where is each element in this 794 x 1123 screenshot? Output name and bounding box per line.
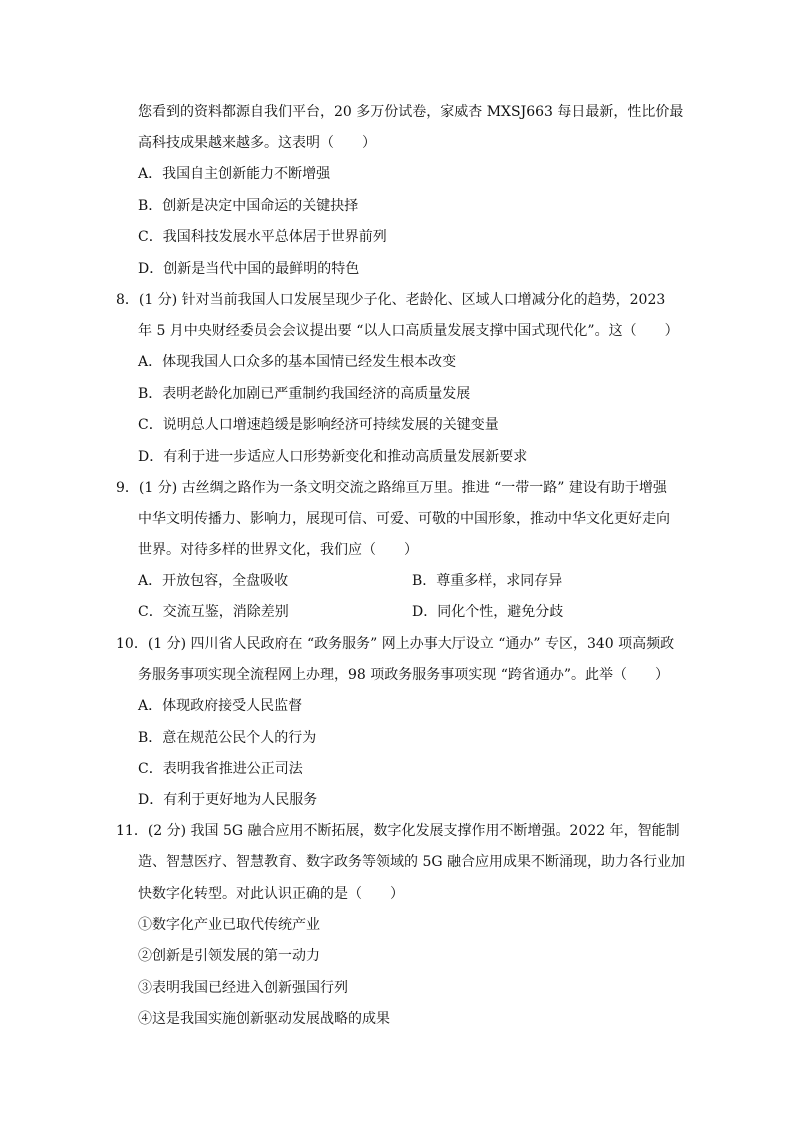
q11-item-1: ①数字化产业已取代传统产业: [138, 917, 320, 933]
q8-option-a: A．体现我国人口众多的基本国情已经发生根本改变: [138, 354, 457, 370]
q8-stem-line2: 年 5 月中央财经委员会会议提出要 “以人口高质量发展支撑中国式现代化”。这（ ）: [138, 323, 679, 339]
q11-item-2: ②创新是引领发展的第一动力: [138, 948, 320, 964]
q9-option-b: B．尊重多样，求同存异: [412, 573, 563, 589]
q7-stem-line2: 高科技成果越来越多。这表明（ ）: [138, 135, 376, 151]
q8-option-b: B．表明老龄化加剧已严重制约我国经济的高质量发展: [138, 386, 471, 402]
q9-stem-line3: 世界。对待多样的世界文化，我们应（ ）: [138, 542, 418, 558]
q10-option-d: D．有利于更好地为人民服务: [138, 792, 318, 808]
q10-option-a: A．体现政府接受人民监督: [138, 698, 303, 714]
q7-option-b: B．创新是决定中国命运的关键抉择: [138, 198, 359, 214]
q10-option-c: C．表明我省推进公正司法: [138, 761, 303, 777]
q11-item-4: ④这是我国实施创新驱动发展战略的成果: [138, 1011, 390, 1027]
q11-stem-line3: 快数字化转型。对此认识正确的是（ ）: [138, 886, 404, 902]
q10-stem-line2: 务服务事项实现全流程网上办理，98 项政务服务事项实现 “跨省通办”。此举（ ）: [138, 667, 670, 683]
q7-stem-line1: 您看到的资料都源自我们平台，20 多万份试卷，家威杏 MXSJ663 每日最新，性比价最: [138, 104, 684, 120]
q9-option-a: A．开放包容，全盘吸收: [138, 573, 289, 589]
q11-stem-line1: 11．(2 分) 我国 5G 融合应用不断拓展，数字化发展支撑作用不断增强。2022 年，智能制: [116, 823, 680, 839]
q9-stem-line2: 中华文明传播力、影响力，展现可信、可爱、可敬的中国形象，推动中华文化更好走向: [138, 511, 670, 527]
q9-option-c: C．交流互鉴，消除差别: [138, 604, 289, 620]
q9-stem-line1: 9．(1 分) 古丝绸之路作为一条文明交流之路绵亘万里。推进 “一带一路” 建设有助于增强: [116, 480, 667, 496]
q7-option-a: A．我国自主创新能力不断增强: [138, 166, 331, 182]
q9-option-d: D．同化个性，避免分歧: [412, 604, 564, 620]
q11-stem-line2: 造、智慧医疗、智慧教育、数字政务等领域的 5G 融合应用成果不断涌现，助力各行业加: [138, 854, 685, 870]
q8-option-d: D．有利于进一步适应人口形势新变化和推动高质量发展新要求: [138, 449, 528, 465]
q7-option-c: C．我国科技发展水平总体居于世界前列: [138, 229, 387, 245]
q10-option-b: B．意在规范公民个人的行为: [138, 730, 317, 746]
q7-option-d: D．创新是当代中国的最鲜明的特色: [138, 261, 360, 277]
q10-stem-line1: 10．(1 分) 四川省人民政府在 “政务服务” 网上办事大厅设立 “通办” 专区，340 项高频政: [116, 636, 675, 652]
q11-item-3: ③表明我国已经进入创新强国行列: [138, 980, 348, 996]
q8-option-c: C．说明总人口增速趋缓是影响经济可持续发展的关键变量: [138, 417, 499, 433]
q8-stem-line1: 8．(1 分) 针对当前我国人口发展呈现少子化、老龄化、区域人口增减分化的趋势，2023: [116, 292, 666, 308]
